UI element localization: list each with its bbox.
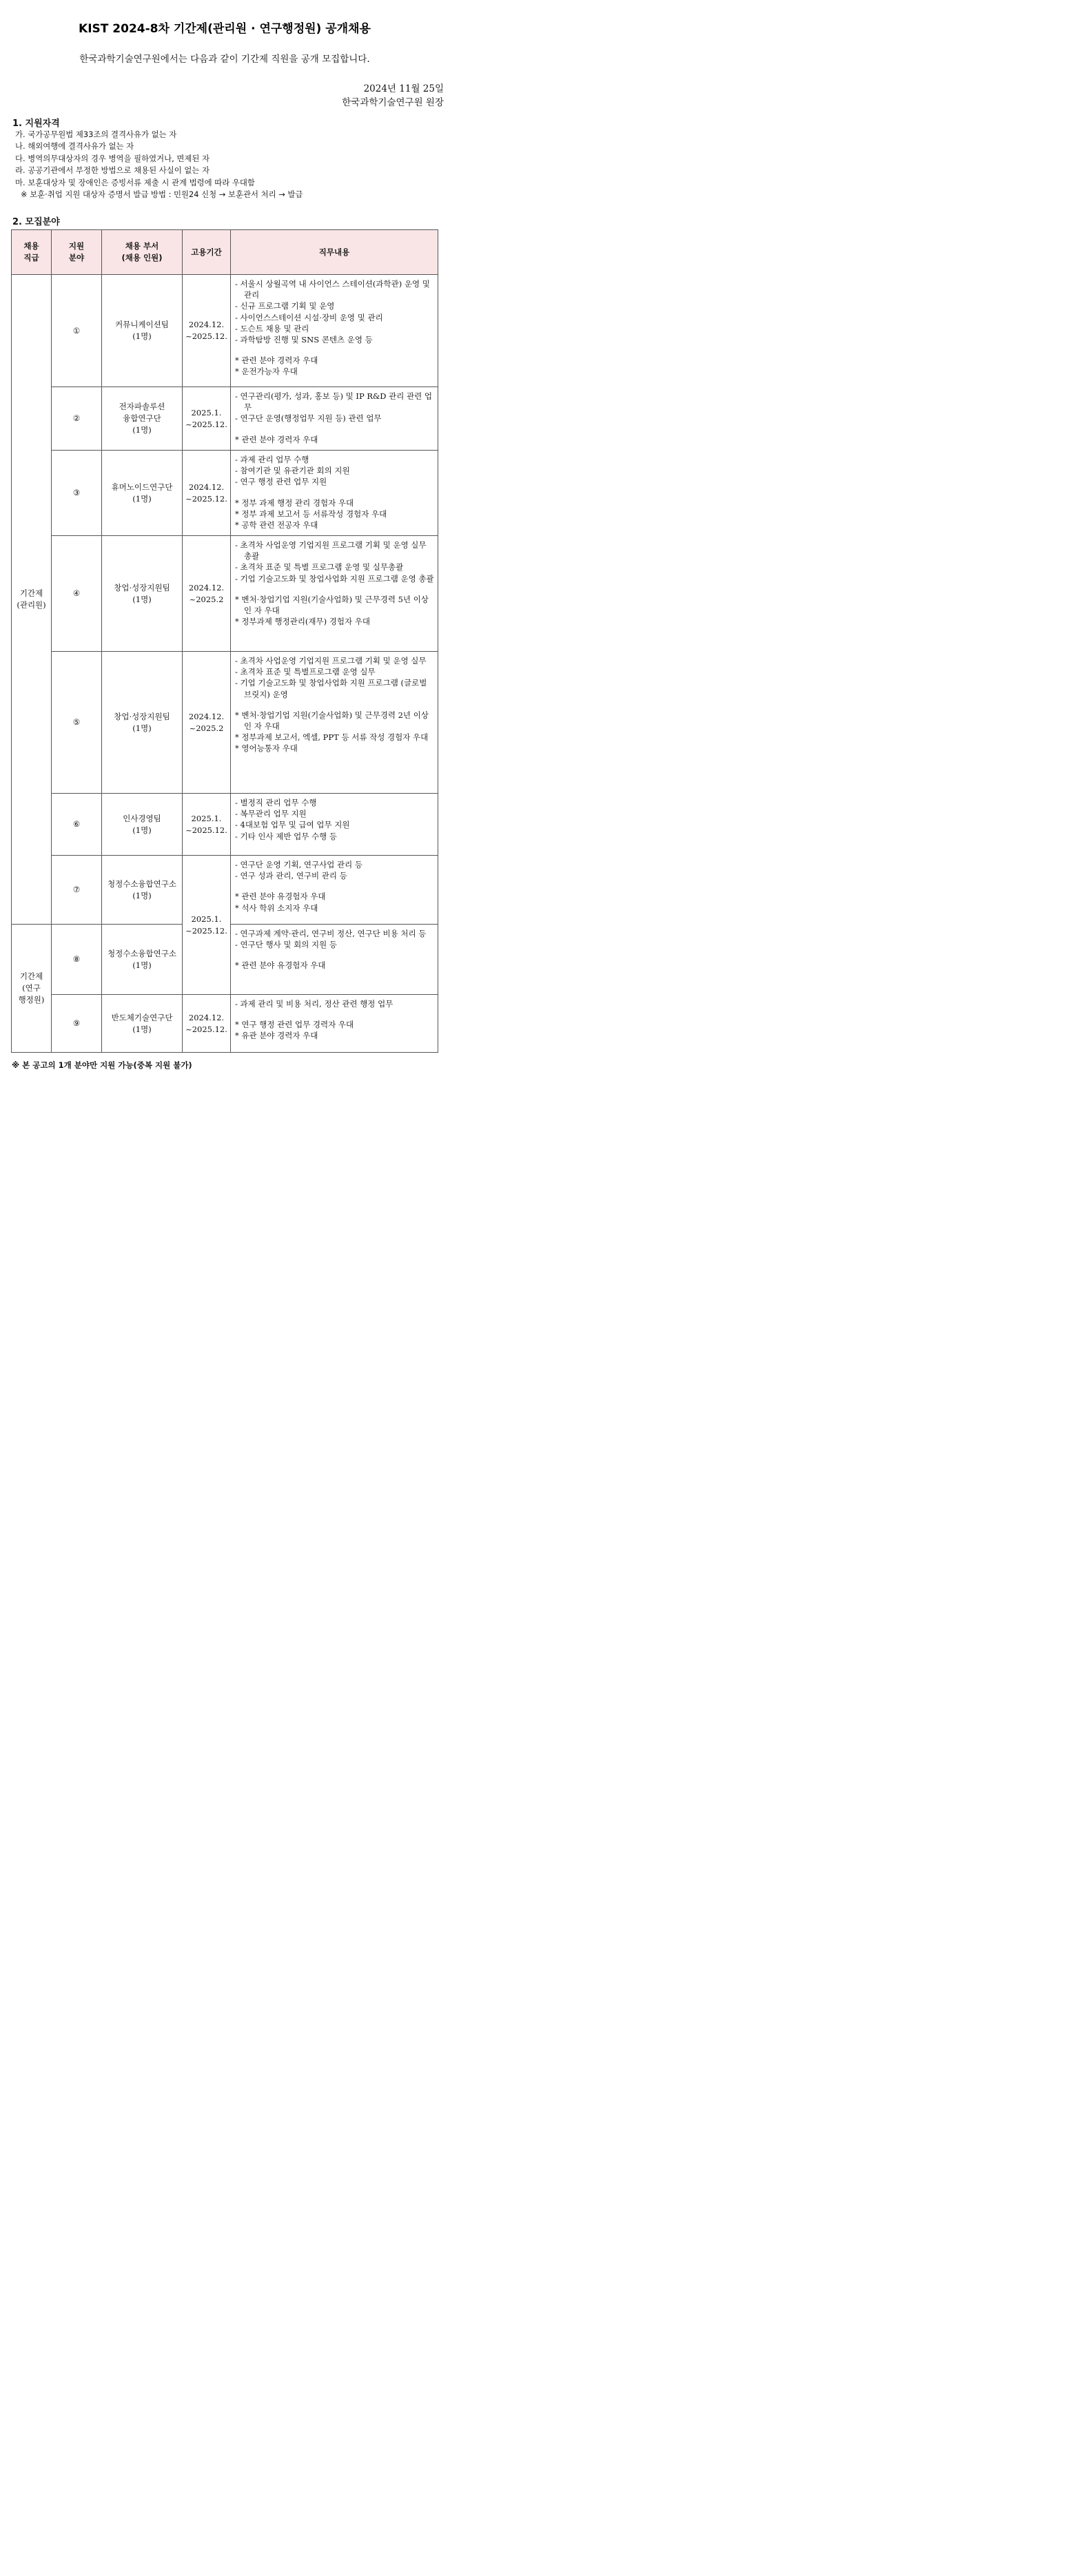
qualification-item: 나. 해외여행에 결격사유가 없는 자 xyxy=(15,141,134,152)
department-cell: 휴머노이드연구단 (1명) xyxy=(102,451,183,536)
certificate-note: ※ 보훈·취업 지원 대상자 증명서 발급 방법 : 민원24 신청 → 보훈관서 처리 → 발급 xyxy=(21,189,303,200)
grade-group-admin: 기간제 (연구 행정원) xyxy=(12,925,52,1053)
period-cell: 2024.12. ~2025.2 xyxy=(183,652,231,794)
department-cell: 커뮤니케이션팀 (1명) xyxy=(102,275,183,387)
table-row xyxy=(12,387,438,451)
department-cell: 청정수소융합연구소 (1명) xyxy=(102,925,183,995)
duties-cell: - 초격차 사업운영 기업지원 프로그램 기획 및 운영 실무 - 초격차 표준 및 특별프로그램 운영 실무 - 기업 기술고도화 및 창업사업화 지원 프로그램 (글로벌 브릿지) 운영 * 벤처·창업기업 지원(기술사업화) 및 근무경력 2년 이상인 자 우대 * 정부과제 보고서, 엑셀, PPT 등 서류 작성 경험자 우대 * 영어능통자 우대 xyxy=(231,652,438,794)
field-number: ⑧ xyxy=(52,925,102,995)
department-cell: 청정수소융합연구소 (1명) xyxy=(102,856,183,925)
field-number: ④ xyxy=(52,536,102,652)
grade-group-manager: 기간제 (관리원) xyxy=(12,275,52,925)
organization-signature: 한국과학기술연구원 원장 xyxy=(342,97,444,108)
field-number: ② xyxy=(52,387,102,451)
department-cell: 창업·성장지원팀 (1명) xyxy=(102,652,183,794)
section-qualifications-heading: 1. 지원자격 xyxy=(12,119,60,129)
field-number: ③ xyxy=(52,451,102,536)
section-recruitment-heading: 2. 모집분야 xyxy=(12,217,60,227)
header-grade: 채용 직급 xyxy=(12,230,52,275)
field-number: ⑨ xyxy=(52,995,102,1053)
field-number: ⑤ xyxy=(52,652,102,794)
duties-cell: - 연구과제 계약·관리, 연구비 정산, 연구단 비용 처리 등 - 연구단 행사 및 회의 지원 등 * 관련 분야 유경험자 우대 xyxy=(231,925,438,995)
qualification-item: 라. 공공기관에서 부정한 방법으로 채용된 사실이 없는 자 xyxy=(15,165,210,176)
period-cell: 2024.12. ~2025.2 xyxy=(183,536,231,652)
single-application-note: ※ 본 공고의 1개 분야만 지원 가능(중복 지원 불가) xyxy=(12,1060,192,1070)
duties-cell: - 초격차 사업운영 기업지원 프로그램 기획 및 운영 실무 총괄 - 초격차 표준 및 특별 프로그램 운영 및 실무총괄 - 기업 기술고도화 및 창업사업화 지원 프로그램 운영 총괄 * 벤처·창업기업 지원(기술사업화) 및 근무경력 5년 이상인 자 우대 * 정부과제 행정관리(재무) 경험자 우대 xyxy=(231,536,438,652)
qualification-item: 가. 국가공무원법 제33조의 결격사유가 없는 자 xyxy=(15,130,177,139)
duties-cell: - 연구관리(평가, 성과, 홍보 등) 및 IP R&D 관리 관련 업무 - 연구단 운영(행정업무 지원 등) 관련 업무 * 관련 분야 경력자 우대 xyxy=(231,387,438,451)
period-cell: 2024.12. ~2025.12. xyxy=(183,995,231,1053)
table-row xyxy=(12,995,438,1053)
period-cell: 2025.1. ~2025.12. xyxy=(183,387,231,451)
table-row xyxy=(12,275,438,387)
duties-cell: - 서울시 상월곡역 내 사이언스 스테이션(과학관) 운영 및 관리 - 신규 프로그램 기획 및 운영 - 사이언스스테이션 시설·장비 운영 및 관리 - 도슨트 채용 및 관리 - 과학탐방 진행 및 SNS 콘텐츠 운영 등 * 관련 분야 경력자 우대 * 운전가능자 우대 xyxy=(231,275,438,387)
period-cell: 2024.12. ~2025.12. xyxy=(183,275,231,387)
table-row xyxy=(12,652,438,794)
table-row xyxy=(12,856,438,925)
table-row xyxy=(12,451,438,536)
table-row xyxy=(12,794,438,856)
announcement-date: 2024년 11월 25일 xyxy=(363,83,444,94)
table-header-row xyxy=(12,230,438,275)
department-cell: 인사경영팀 (1명) xyxy=(102,794,183,856)
duties-cell: - 연구단 운영 기획, 연구사업 관리 등 - 연구 성과 관리, 연구비 관리 등 * 관련 분야 유경험자 우대 * 석사 학위 소지자 우대 xyxy=(231,856,438,925)
department-cell: 반도체기술연구단 (1명) xyxy=(102,995,183,1053)
intro-text: 한국과학기술연구원에서는 다음과 같이 기간제 직원을 공개 모집합니다. xyxy=(79,54,370,65)
qualification-item: 다. 병역의무대상자의 경우 병역을 필하였거나, 면제된 자 xyxy=(15,153,210,163)
field-number: ① xyxy=(52,275,102,387)
header-field: 지원 분야 xyxy=(52,230,102,275)
header-department: 채용 부서 (채용 인원) xyxy=(102,230,183,275)
department-cell: 전자파솔루션 융합연구단 (1명) xyxy=(102,387,183,451)
qualifications-list xyxy=(15,129,303,200)
period-cell: 2024.12. ~2025.12. xyxy=(183,451,231,536)
header-duties: 직무내용 xyxy=(231,230,438,275)
period-cell-merged: 2025.1. ~2025.12. xyxy=(183,856,231,995)
department-cell: 창업·성장지원팀 (1명) xyxy=(102,536,183,652)
header-period: 고용기간 xyxy=(183,230,231,275)
recruitment-table xyxy=(11,229,438,1053)
table-row xyxy=(12,536,438,652)
qualification-item: 마. 보훈대상자 및 장애인은 증빙서류 제출 시 관계 법령에 따라 우대함 xyxy=(15,177,255,187)
field-number: ⑥ xyxy=(52,794,102,856)
duties-cell: - 별정직 관리 업무 수행 - 복무관리 업무 지원 - 4대보험 업무 및 급여 업무 지원 - 기타 인사 제반 업무 수행 등 xyxy=(231,794,438,856)
field-number: ⑦ xyxy=(52,856,102,925)
duties-cell: - 과제 관리 및 비용 처리, 정산 관련 행정 업무 * 연구 행정 관련 업무 경력자 우대 * 유관 분야 경력자 우대 xyxy=(231,995,438,1053)
page-title: KIST 2024-8차 기간제(관리원 · 연구행정원) 공개채용 xyxy=(79,22,371,36)
duties-cell: - 과제 관리 업무 수행 - 참여기관 및 유관기관 회의 지원 - 연구 행정 관련 업무 지원 * 정부 과제 행정 관리 경험자 우대 * 정부 과제 보고서 등 서류작성 경험자 우대 * 공학 관련 전공자 우대 xyxy=(231,451,438,536)
period-cell: 2025.1. ~2025.12. xyxy=(183,794,231,856)
